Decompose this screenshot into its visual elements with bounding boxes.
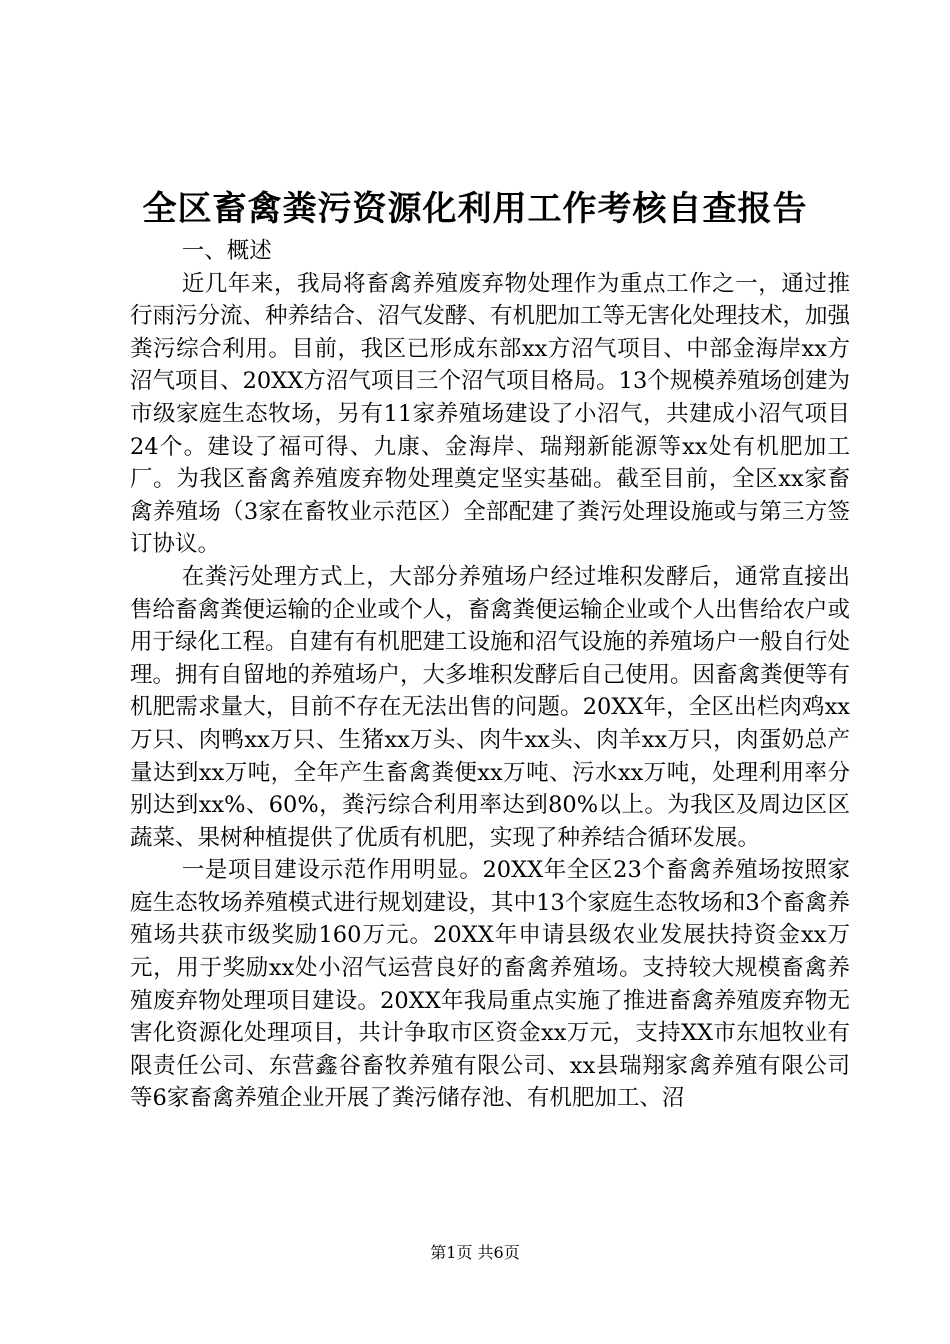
page-footer: 第1页 共6页 xyxy=(430,1243,520,1262)
document-body xyxy=(130,235,850,1115)
paragraph: 近几年来，我局将畜禽养殖废弃物处理作为重点工作之一，通过推行雨污分流、种养结合、沼气发酵、有机肥加工等无害化处理技术，加强粪污综合利用。目前，我区已形成东部xx方沼气项目、中部金海岸xx方沼气项目、20XX方沼气项目三个沼气项目格局。13个规模养殖场创建为市级家庭生态牧场，另有11家养殖场建设了小沼气，共建成小沼气项目24个。建设了福可得、九康、金海岸、瑞翔新能源等xx处有机肥加工厂。为我区畜禽养殖废弃物处理奠定坚实基础。截至目前，全区xx家畜禽养殖场（3家在畜牧业示范区）全部配建了粪污处理设施或与第三方签订协议。 xyxy=(130,270,851,558)
paragraph: 在粪污处理方式上，大部分养殖场户经过堆积发酵后，通常直接出售给畜禽粪便运输的企业或个人，畜禽粪便运输企业或个人出售给农户或用于绿化工程。自建有有机肥建工设施和沼气设施的养殖场户一般自行处理。拥有自留地的养殖场户，大多堆积发酵后自己使用。因畜禽粪便等有机肥需求量大，目前不存在无法出售的问题。20XX年，全区出栏肉鸡xx万只、肉鸭xx万只、生猪xx万头、肉牛xx头、肉羊xx万只，肉蛋奶总产量达到xx万吨，全年产生畜禽粪便xx万吨、污水xx万吨，处理利用率分别达到xx%、60%，粪污综合利用率达到80%以上。为我区及周边区区蔬菜、果树种植提供了优质有机肥，实现了种养结合循环发展。 xyxy=(130,563,851,851)
paragraph: 一是项目建设示范作用明显。20XX年全区23个畜禽养殖场按照家庭生态牧场养殖模式进行规划建设，其中13个家庭生态牧场和3个畜禽养殖场共获市级奖励160万元。20XX年申请县级农业发展扶持资金xx万元，用于奖励xx处小沼气运营良好的畜禽养殖场。支持较大规模畜禽养殖废弃物处理项目建设。20XX年我局重点实施了推进畜禽养殖废弃物无害化资源化处理项目，共计争取市区资金xx万元，支持XX市东旭牧业有限责任公司、东营鑫谷畜牧养殖有限公司、xx县瑞翔家禽养殖有限公司等6家畜禽养殖企业开展了粪污储存池、有机肥加工、沼 xyxy=(130,857,850,1112)
document-title: 全区畜禽粪污资源化利用工作考核自查报告 xyxy=(142,189,808,229)
section-heading: 一、概述 xyxy=(181,238,272,264)
